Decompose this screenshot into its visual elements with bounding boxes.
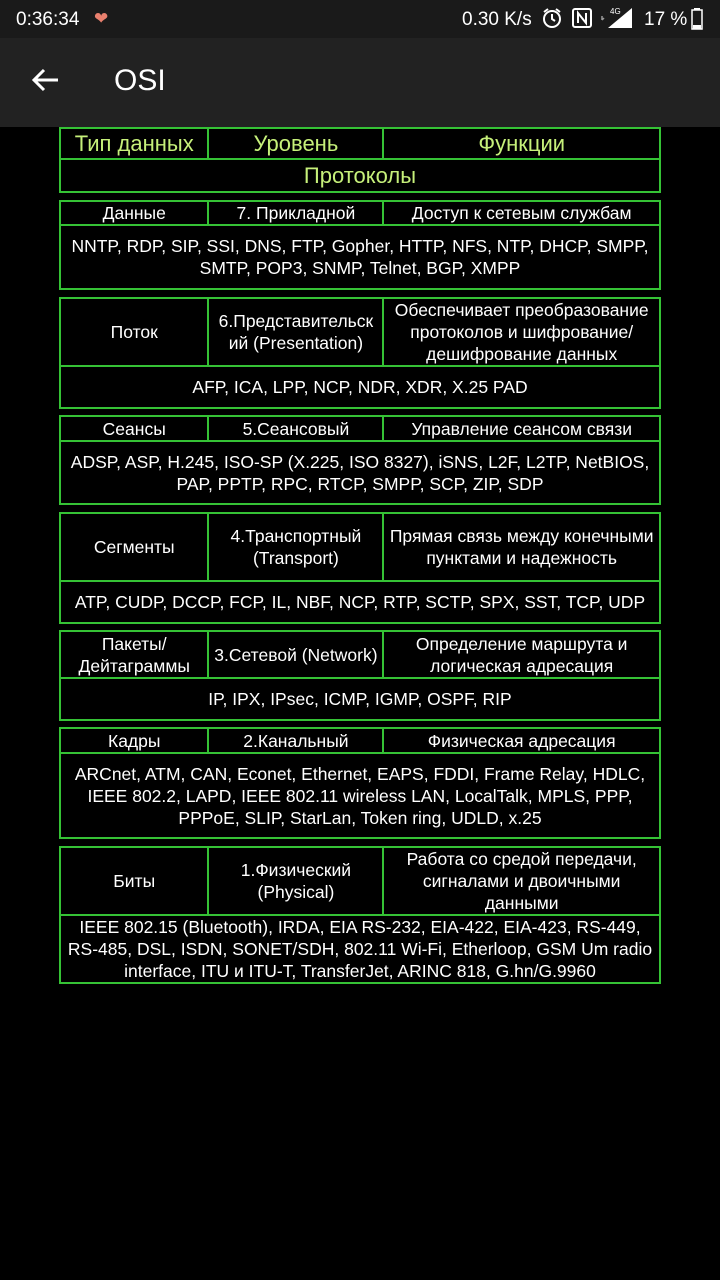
protocols-cell: ARCnet, ATM, CAN, Econet, Ethernet, EAPS, FDDI, Frame Relay, HDLC, IEEE 802.2, LAPD, IEEE 802.11 wireless LAN, LocalTalk, MPLS, PPP, PPPoE, SLIP, StarLan, Token ring, UDLD, x.25	[60, 753, 660, 838]
page-title: OSI	[114, 64, 166, 97]
level-cell: 1.Физический (Physical)	[208, 847, 383, 915]
protocols-cell: IP, IPX, IPsec, ICMP, IGMP, OSPF, RIP	[60, 678, 660, 720]
function-cell: Определение маршрута и логическая адресация	[383, 631, 660, 678]
layer-2-table	[59, 727, 661, 839]
status-bar	[0, 0, 720, 38]
layer-7-table	[59, 200, 661, 290]
level-cell: 6.Представительск ий (Presentation)	[208, 298, 383, 366]
health-icon: ❤	[94, 9, 109, 28]
level-cell: 3.Сетевой (Network)	[208, 631, 383, 678]
layer-4-table	[59, 512, 661, 624]
battery-level: 17 %	[644, 9, 688, 30]
protocols-cell: IEEE 802.15 (Bluetooth), IRDA, EIA RS-232, EIA-422, EIA-423, RS-449, RS-485, DSL, ISDN, SONET/SDH, 802.11 Wi-Fi, Etherloop, GSM Um radio interface, ITU и ITU-T, TransferJet, ARINC 818, G.hn/G.9960	[60, 915, 660, 983]
protocols-cell: ATP, CUDP, DCCP, FCP, IL, NBF, NCP, RTP, SCTP, SPX, SST, TCP, UDP	[60, 581, 660, 623]
data-type-cell: Поток	[60, 298, 208, 366]
signal-icon	[600, 6, 634, 36]
alarm-icon	[541, 7, 563, 35]
function-cell: Работа со средой передачи, сигналами и двоичными данными	[383, 847, 660, 915]
arrow-back-icon	[28, 62, 64, 98]
layer-1-table	[59, 846, 661, 984]
data-type-cell: Данные	[60, 201, 208, 225]
layer-6-table	[59, 297, 661, 409]
level-cell: 7. Прикладной	[208, 201, 383, 225]
data-type-cell: Биты	[60, 847, 208, 915]
back-button[interactable]	[28, 62, 64, 98]
protocols-cell: NNTP, RDP, SIP, SSI, DNS, FTP, Gopher, HTTP, NFS, NTP, DHCP, SMPP, SMTP, POP3, SNMP, Telnet, BGP, XMPP	[60, 225, 660, 289]
function-cell: Доступ к сетевым службам	[383, 201, 660, 225]
data-type-cell: Сеансы	[60, 416, 208, 441]
header-protocols: Протоколы	[60, 159, 660, 192]
function-cell: Прямая связь между конечными пунктами и надежность	[383, 513, 660, 581]
status-time: 0:36:34	[16, 9, 80, 30]
network-type: 4G	[610, 7, 621, 16]
function-cell: Обеспечивает преобразование протоколов и шифрование/ дешифрование данных	[383, 298, 660, 366]
protocols-cell: AFP, ICA, LPP, NCP, NDR, XDR, X.25 PAD	[60, 366, 660, 408]
data-type-cell: Кадры	[60, 728, 208, 753]
table-header	[59, 127, 661, 193]
header-level: Уровень	[208, 128, 383, 159]
level-cell: 5.Сеансовый	[208, 416, 383, 441]
protocols-cell: ADSP, ASP, H.245, ISO-SP (X.225, ISO 8327), iSNS, L2F, L2TP, NetBIOS, PAP, PPTP, RPC, RTCP, SMPP, SCP, ZIP, SDP	[60, 441, 660, 504]
function-cell: Управление сеансом связи	[383, 416, 660, 441]
level-cell: 4.Транспортный (Transport)	[208, 513, 383, 581]
level-cell: 2.Канальный	[208, 728, 383, 753]
layer-3-table	[59, 630, 661, 721]
app-bar	[0, 38, 720, 127]
data-type-cell: Сегменты	[60, 513, 208, 581]
header-functions: Функции	[383, 128, 660, 159]
battery-icon	[691, 8, 703, 36]
function-cell: Физическая адресация	[383, 728, 660, 753]
header-data-type: Тип данных	[60, 128, 208, 159]
layer-5-table	[59, 415, 661, 505]
network-speed: 0.30 K/s	[462, 9, 532, 30]
data-type-cell: Пакеты/ Дейтаграммы	[60, 631, 208, 678]
nfc-icon	[571, 7, 593, 35]
